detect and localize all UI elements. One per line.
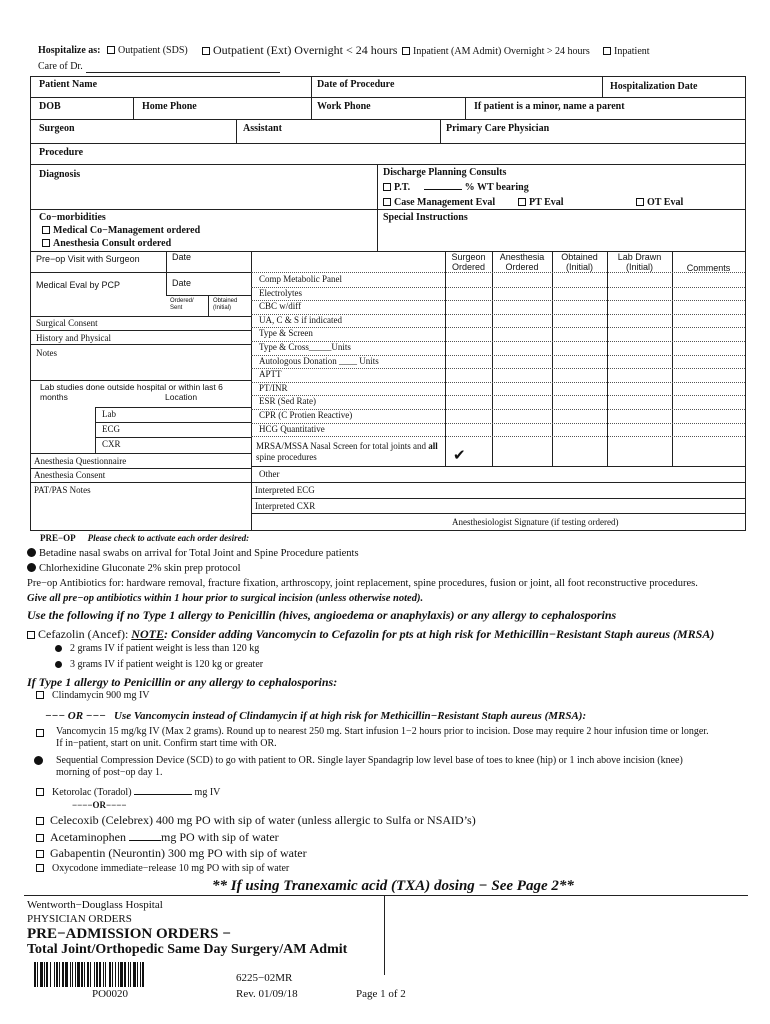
barcode-image xyxy=(34,962,189,987)
checkbox-icon[interactable] xyxy=(402,47,410,55)
barcode-bar xyxy=(140,962,141,987)
anesthesiologist-signature-label: Anesthesiologist Signature (if testing ordered) xyxy=(452,517,619,527)
col-comments: Comments xyxy=(686,263,731,273)
checkbox-icon[interactable] xyxy=(36,864,44,872)
hospital-name: Wentworth−Douglass Hospital xyxy=(27,899,163,911)
acetaminophen-order[interactable]: Acetaminophen mg PO with sip of water xyxy=(36,830,279,845)
barcode-number: PO0020 xyxy=(92,988,129,1000)
bullet-icon xyxy=(27,563,36,572)
checkbox-icon[interactable] xyxy=(202,47,210,55)
checkbox-icon[interactable] xyxy=(27,631,35,639)
acetaminophen-dose-blank[interactable] xyxy=(129,840,161,841)
barcode-bar xyxy=(75,962,76,987)
test-row-label: Autologous Donation ____ Units xyxy=(259,355,379,366)
pat-pas-notes-label: PAT/PAS Notes xyxy=(34,485,91,495)
anesthesia-consent-label: Anesthesia Consent xyxy=(34,470,106,480)
case-mgmt-eval[interactable]: Case Management Eval xyxy=(383,197,495,208)
preop-antibiotics-text: Pre−op Antibiotics for: hardware removal, fracture fixation, arthroscopy, joint replacement, spine procedures, fusion or joint, all foot reconstructive procedures. xyxy=(27,578,698,589)
cefazolin-3g-dose[interactable]: 3 grams IV if patient weight is 120 kg or greater xyxy=(55,659,263,670)
barcode-bar xyxy=(72,962,73,987)
outpatient-ext-option[interactable]: Outpatient (Ext) Overnight < 24 hours xyxy=(202,43,397,58)
barcode-bar xyxy=(112,962,113,987)
pt-blank[interactable] xyxy=(424,189,462,190)
celecoxib-order[interactable]: Celecoxib (Celebrex) 400 mg PO with sip of water (unless allergic to Sulfa or NSAID’s) xyxy=(36,813,476,828)
or-vancomycin-heading: −−− OR −−− Use Vancomycin instead of Clindamycin if at high risk for Methicillin−Resistant Staph aureus (MRSA): xyxy=(45,710,587,722)
special-instructions-label: Special Instructions xyxy=(383,212,468,223)
form-title-line1: PRE−ADMISSION ORDERS − xyxy=(27,926,231,942)
test-row-label: HCG Quantitative xyxy=(259,423,325,434)
barcode-bar xyxy=(44,962,45,987)
preop-header: PRE−OP Please check to activate each order desired: xyxy=(40,533,250,543)
page-number: Page 1 of 2 xyxy=(356,988,406,1000)
med-eval-date-label: Date xyxy=(172,278,192,288)
barcode-bar xyxy=(56,962,58,987)
checkbox-icon[interactable] xyxy=(36,729,44,737)
checkbox-icon[interactable] xyxy=(518,198,526,206)
barcode-bar xyxy=(99,962,101,987)
minor-parent-label: If patient is a minor, name a parent xyxy=(474,101,625,112)
test-row-label: ESR (Sed Rate) xyxy=(259,396,316,407)
bullet-icon xyxy=(34,756,43,765)
patient-name-label: Patient Name xyxy=(39,79,98,90)
checkbox-icon[interactable] xyxy=(36,817,44,825)
checkbox-icon[interactable] xyxy=(107,46,115,54)
inpatient-option[interactable]: Inpatient xyxy=(603,46,650,57)
test-row-label: Type & Cross_____Units xyxy=(259,342,351,352)
barcode-bar xyxy=(46,962,48,987)
ot-eval[interactable]: OT Eval xyxy=(636,197,683,208)
gabapentin-order[interactable]: Gabapentin (Neurontin) 300 mg PO with sip of water xyxy=(36,846,307,861)
barcode-bar xyxy=(109,962,111,987)
barcode-bar xyxy=(120,962,123,987)
col-obtained-initial: Obtained (Initial) xyxy=(561,252,598,272)
vancomycin-order: Vancomycin 15 mg/kg IV (Max 2 grams). Round up to nearest 250 mg. Start infusion 1−2 hours prior to incision. Dose may require 2 hour infusion time or longer. If in−patient, start on unit. Confirm start time with OR. xyxy=(56,726,709,749)
preop-date-label: Date xyxy=(172,252,192,262)
surgical-consent-label: Surgical Consent xyxy=(36,318,98,328)
bullet-icon xyxy=(55,661,62,668)
scd-bullet[interactable] xyxy=(34,756,46,767)
barcode-bar xyxy=(34,962,36,987)
pt-consult[interactable]: P.T. % WT bearing xyxy=(383,182,529,193)
scd-order: Sequential Compression Device (SCD) to go with patient to OR. Single layer Spandagrip low level base of toes to knee (hip) or 1 inch above incision (knee) morning of post−op day 1. xyxy=(56,755,683,778)
ecg-label: ECG xyxy=(102,424,120,434)
barcode-bar xyxy=(128,962,129,987)
barcode-bar xyxy=(40,962,43,987)
anesthesia-questionnaire-label: Anesthesia Questionnaire xyxy=(34,456,127,466)
physician-orders-label: PHYSICIAN ORDERS xyxy=(27,913,132,925)
care-of-dr: Care of Dr. xyxy=(38,61,83,72)
mrsa-screen-label: MRSA/MSSA Nasal Screen for total joints and all spine procedures xyxy=(256,441,438,462)
pcp-label: Primary Care Physician xyxy=(446,123,550,134)
lab-label: Lab xyxy=(102,409,116,419)
date-of-procedure-label: Date of Procedure xyxy=(317,79,395,90)
other-label: Other xyxy=(259,469,280,479)
checkbox-icon[interactable] xyxy=(42,239,50,247)
barcode-bar xyxy=(77,962,80,987)
col-surgeon-ordered: Surgeon Ordered xyxy=(451,252,486,272)
hospitalize-label: Hospitalize as: xyxy=(38,45,101,56)
checkbox-icon[interactable] xyxy=(36,691,44,699)
col-lab-drawn: Lab Drawn (Initial) xyxy=(617,252,662,272)
test-row-label: CPR (C Protien Reactive) xyxy=(259,410,353,420)
revision-date: Rev. 01/09/18 xyxy=(236,988,298,1000)
checkmark-icon: ✔ xyxy=(453,448,466,464)
barcode-bar xyxy=(81,962,83,987)
or-separator: −−−−OR−−−− xyxy=(72,800,127,810)
barcode-bar xyxy=(142,962,144,987)
discharge-planning-label: Discharge Planning Consults xyxy=(383,167,507,178)
barcode-bar xyxy=(54,962,55,987)
checkbox-icon[interactable] xyxy=(36,850,44,858)
barcode-bar xyxy=(105,962,106,987)
surgeon-label: Surgeon xyxy=(39,123,75,134)
notes-label: Notes xyxy=(36,348,57,358)
barcode-bar xyxy=(70,962,71,987)
txa-note: ** If using Tranexamic acid (TXA) dosing − See Page 2** xyxy=(212,878,574,894)
checkbox-icon[interactable] xyxy=(636,198,644,206)
checkbox-icon[interactable] xyxy=(383,198,391,206)
test-row-label: UA, C & S if indicated xyxy=(259,314,342,325)
cefazolin-order[interactable]: Cefazolin (Ancef): NOTE: Consider adding Vancomycin to Cefazolin for pts at high risk for Methicillin−Resistant Staph aureus (MRSA) xyxy=(27,627,714,642)
oxycodone-order[interactable]: Oxycodone immediate−release 10 mg PO with sip of water xyxy=(36,863,289,874)
barcode-bar xyxy=(62,962,64,987)
home-phone-label: Home Phone xyxy=(142,101,197,112)
barcode-bar xyxy=(90,962,91,987)
clindamycin-order[interactable]: Clindamycin 900 mg IV xyxy=(36,690,150,701)
no-allergy-heading: Use the following if no Type 1 allergy to Penicillin (hives, angioedema or anaphylaxis) or any allergy to cephalosporins xyxy=(27,608,617,622)
barcode-bar xyxy=(96,962,98,987)
give-all-antibiotics-text: Give all pre−op antibiotics within 1 hour prior to surgical incision (unless otherwise noted). xyxy=(27,593,424,604)
history-physical-label: History and Physical xyxy=(36,333,111,343)
inpatient-am-option[interactable]: Inpatient (AM Admit) Overnight > 24 hours xyxy=(402,46,590,57)
cefazolin-2g-dose[interactable]: 2 grams IV if patient weight is less than 120 kg xyxy=(55,643,259,654)
checkbox-icon[interactable] xyxy=(36,834,44,842)
obtained-initial-label: Obtained (Initial) xyxy=(213,298,238,311)
col-anesthesia-ordered: Anesthesia Ordered xyxy=(499,252,545,272)
test-row-label: CBC w/diff xyxy=(259,301,302,312)
outpatient-sds-option[interactable]: Outpatient (SDS) xyxy=(107,45,188,56)
bullet-icon xyxy=(55,645,62,652)
barcode-bar xyxy=(87,962,89,987)
barcode-bar xyxy=(37,962,38,987)
lab-outside-label: Lab studies done outside hospital or within last 6 months xyxy=(40,382,223,402)
chlorhexidine-order[interactable]: Chlorhexidine Gluconate 2% skin prep protocol xyxy=(27,563,241,574)
barcode-bar xyxy=(118,962,119,987)
test-row-label: PT/INR xyxy=(259,382,288,393)
checkbox-icon[interactable] xyxy=(383,183,391,191)
dob-label: DOB xyxy=(39,101,61,112)
form-title-line2: Total Joint/Orthopedic Same Day Surgery/AM Admit xyxy=(27,942,348,957)
medical-comgmt-option[interactable]: Medical Co−Management ordered xyxy=(42,225,200,236)
ketorolac-dose-blank[interactable] xyxy=(134,794,192,795)
barcode-bar xyxy=(65,962,68,987)
barcode-bar xyxy=(50,962,51,987)
location-label: Location xyxy=(165,392,198,402)
barcode-bar xyxy=(103,962,104,987)
procedure-label: Procedure xyxy=(39,147,84,158)
barcode-bar xyxy=(84,962,85,987)
checkbox-icon[interactable] xyxy=(36,788,44,796)
assistant-label: Assistant xyxy=(243,123,282,134)
checkbox-icon[interactable] xyxy=(603,47,611,55)
form-number: 6225−02MR xyxy=(236,972,293,984)
medical-eval-label: Medical Eval by PCP xyxy=(36,280,121,290)
ordered-sent-label: Ordered/ Sent xyxy=(170,298,194,311)
hospitalize-row xyxy=(38,45,188,56)
diagnosis-label: Diagnosis xyxy=(39,169,81,180)
care-of-line[interactable] xyxy=(86,72,280,73)
if-allergy-heading: If Type 1 allergy to Penicillin or any allergy to cephalosporins: xyxy=(27,675,338,689)
barcode-bar xyxy=(133,962,136,987)
test-row-label: Type & Screen xyxy=(259,328,313,339)
cxr-label: CXR xyxy=(102,439,121,449)
hospitalization-date-label: Hospitalization Date xyxy=(610,81,698,92)
barcode-bar xyxy=(130,962,131,987)
vancomycin-checkbox[interactable] xyxy=(36,728,47,739)
interpreted-ecg-label: Interpreted ECG xyxy=(255,485,315,495)
bullet-icon xyxy=(27,548,36,557)
comorbidities-label: Co−morbidities xyxy=(39,212,106,223)
test-row-label: Comp Metabolic Panel xyxy=(259,274,342,284)
interpreted-cxr-label: Interpreted CXR xyxy=(255,501,316,511)
barcode-bar xyxy=(124,962,126,987)
barcode-bar xyxy=(59,962,60,987)
preop-visit-label: Pre−op Visit with Surgeon xyxy=(36,254,140,264)
barcode-bar xyxy=(94,962,95,987)
checkbox-icon[interactable] xyxy=(42,226,50,234)
betadine-order[interactable]: Betadine nasal swabs on arrival for Total Joint and Spine Procedure patients xyxy=(27,548,359,559)
ketorolac-order[interactable]: Ketorolac (Toradol) mg IV xyxy=(36,787,220,798)
test-row-label: APTT xyxy=(259,369,282,380)
anesth-consult-option[interactable]: Anesthesia Consult ordered xyxy=(42,238,171,249)
pt-eval[interactable]: PT Eval xyxy=(518,197,564,208)
work-phone-label: Work Phone xyxy=(317,101,371,112)
barcode-bar xyxy=(137,962,138,987)
barcode-bar xyxy=(115,962,116,987)
test-row-label: Electrolytes xyxy=(259,287,302,298)
